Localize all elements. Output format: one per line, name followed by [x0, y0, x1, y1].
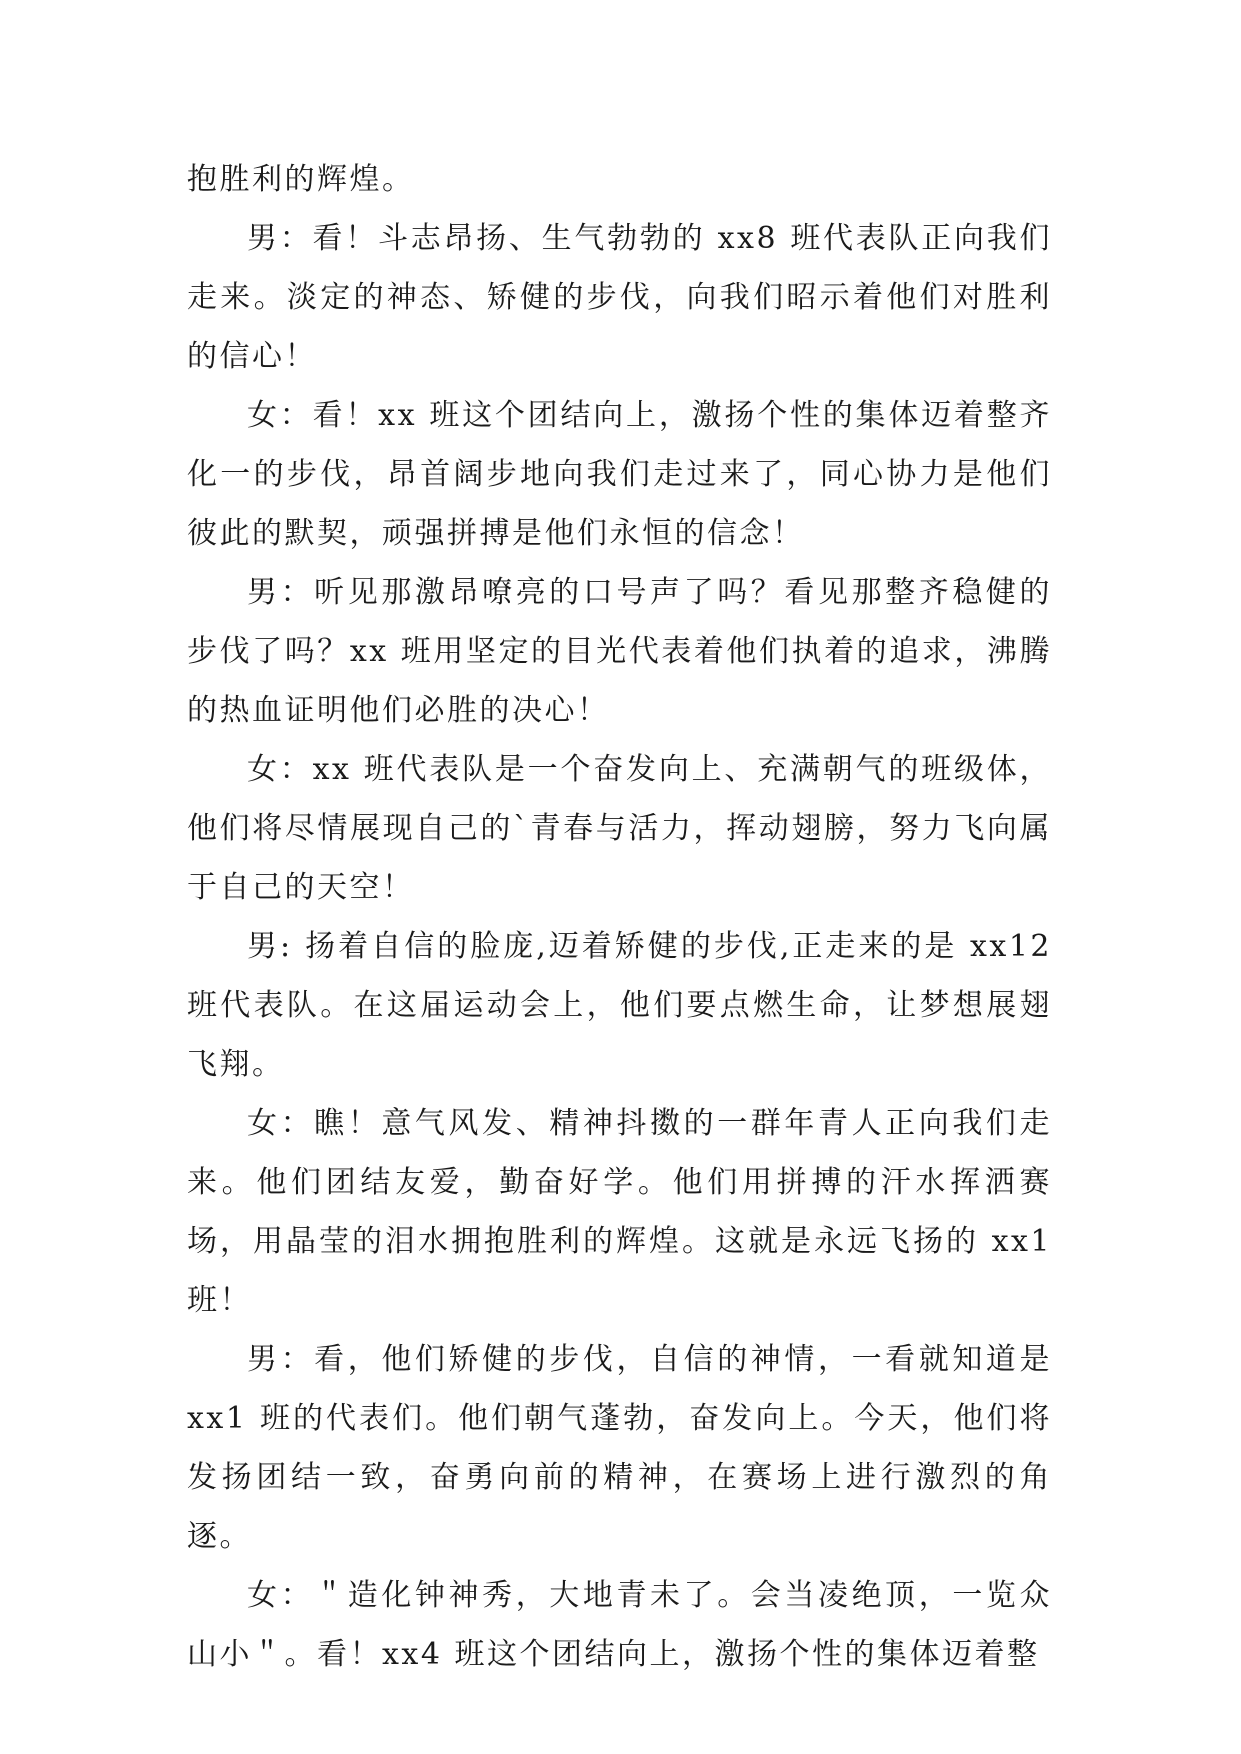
paragraph-female-xx-team: 女：xx 班代表队是一个奋发向上、充满朝气的班级体，他们将尽情展现自己的`青春与活力，挥动翅膀，努力飞向属于自己的天空！ [187, 752, 1052, 905]
paragraph-continuation: 抱胜利的辉煌。 [187, 162, 415, 197]
paragraph-male-xx1: 男：看，他们矫健的步伐，自信的神情，一看就知道是 xx1 班的代表们。他们朝气蓬勃，奋发向上。今天，他们将发扬团结一致，奋勇向前的精神，在赛场上进行激烈的角逐。 [187, 1342, 1052, 1554]
paragraph-male-xx12: 男: 扬着自信的脸庞,迈着矫健的步伐,正走来的是 xx12 班代表队。在这届运动会上，他们要点燃生命，让梦想展翅飞翔。 [187, 929, 1052, 1082]
paragraph-female-xx4: 女：＂造化钟神秀，大地青未了。会当凌绝顶，一览众山小＂。看！xx4 班这个团结向上，激扬个性的集体迈着整 [187, 1578, 1052, 1672]
paragraph-male-xx8: 男：看！斗志昂扬、生气勃勃的 xx8 班代表队正向我们走来。淡定的神态、矫健的步伐，向我们昭示着他们对胜利的信心！ [187, 221, 1052, 374]
paragraph-female-xx: 女：看！xx 班这个团结向上，激扬个性的集体迈着整齐化一的步伐，昂首阔步地向我们走过来了，同心协力是他们彼此的默契，顽强拼搏是他们永恒的信念！ [187, 398, 1052, 551]
paragraph-male-xx: 男：听见那激昂嘹亮的口号声了吗？看见那整齐稳健的步伐了吗？xx 班用坚定的目光代表着他们执着的追求，沸腾的热血证明他们必胜的决心！ [187, 575, 1052, 728]
paragraph-female-xx1: 女：瞧！意气风发、精神抖擞的一群年青人正向我们走来。他们团结友爱，勤奋好学。他们用拼搏的汗水挥洒赛场，用晶莹的泪水拥抱胜利的辉煌。这就是永远飞扬的 xx1 班！ [187, 1106, 1052, 1318]
document-body [187, 150, 1052, 1684]
